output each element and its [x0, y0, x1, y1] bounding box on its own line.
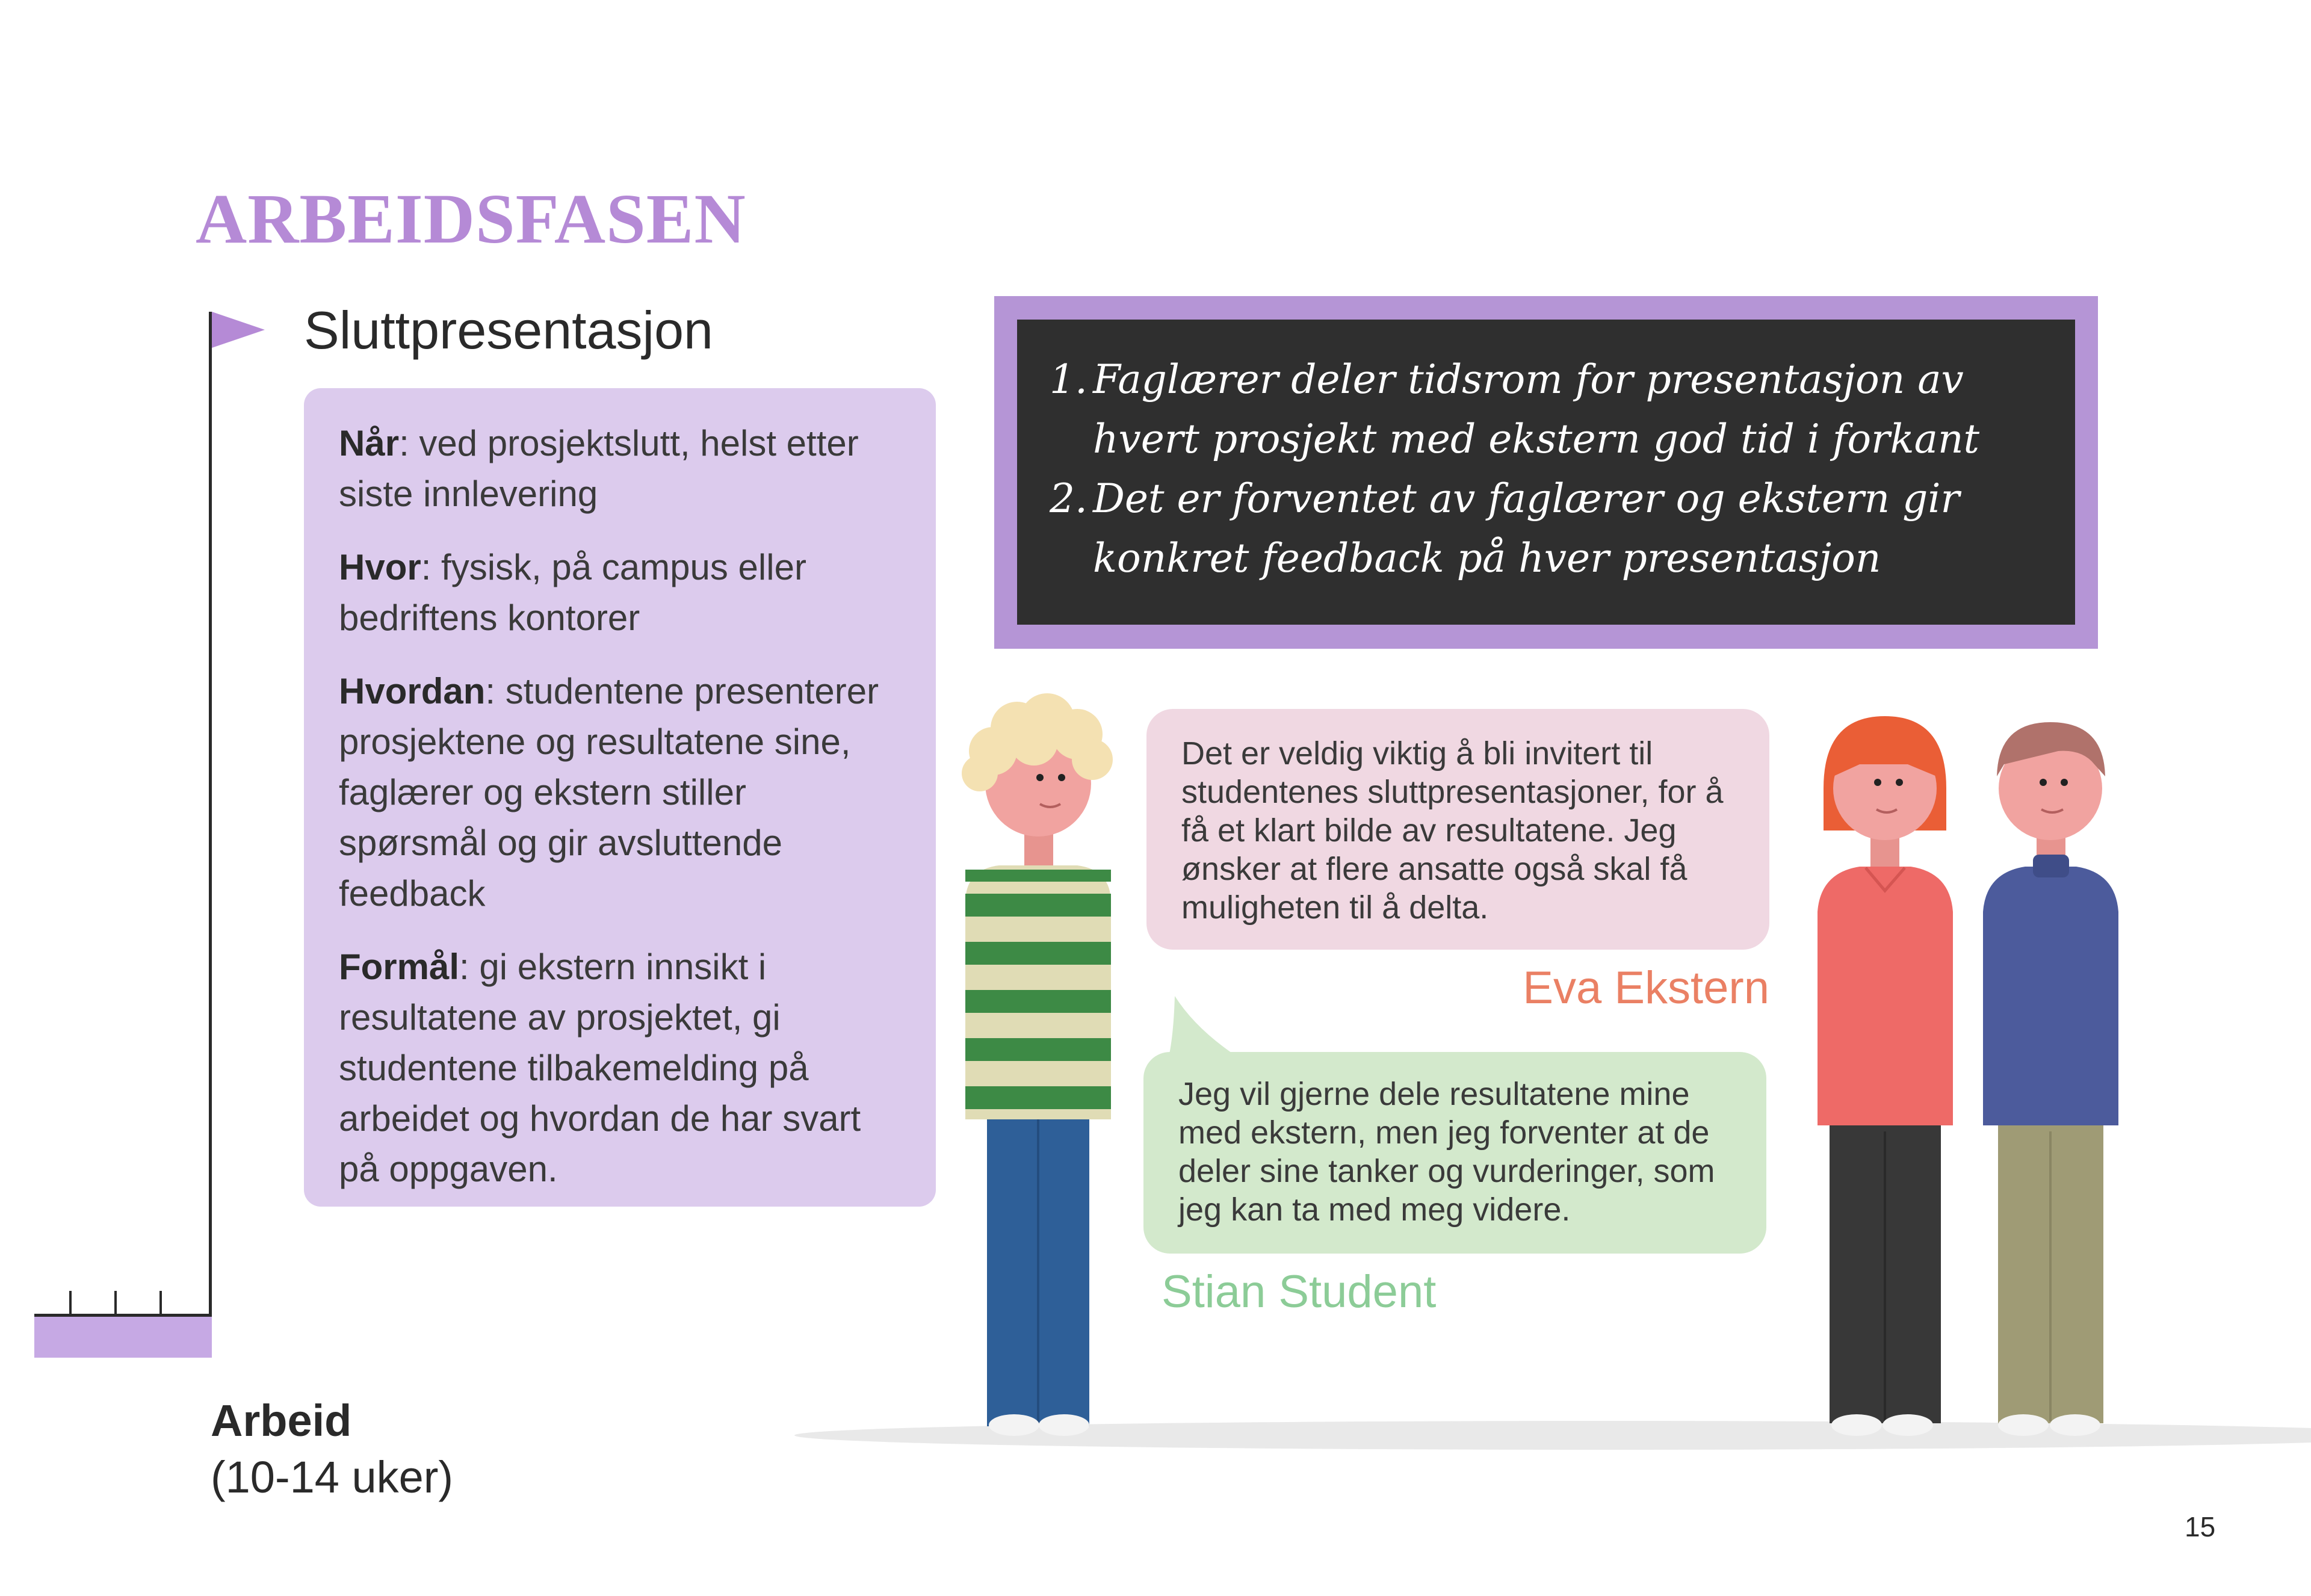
eva-figure [1818, 716, 1953, 1436]
info-how-text: : studentene presenterer prosjektene og resultatene sine, faglærer og ekstern stiller spørsmål og gir avsluttende feedback [339, 671, 879, 914]
eva-quote: Det er veldig viktig å bli invitert til studentenes sluttpresentasjoner, for å få et klart bilde av resultatene. Jeg ønsker at flere ansatte også skal få muligheten til å delta. [1181, 735, 1724, 926]
info-when-text: : ved prosjektslutt, helst etter siste innlevering [339, 423, 859, 514]
stian-speech-bubble [1143, 1052, 1766, 1254]
student-figure [962, 693, 1113, 1436]
stian-name: Stian Student [1162, 1266, 1437, 1317]
timeline-tick [114, 1291, 117, 1315]
colleague-figure [1983, 722, 2118, 1436]
info-how-key: Hvordan [339, 671, 486, 711]
timeline-phase-duration: (10-14 uker) [211, 1452, 454, 1502]
page-number: 15 [2185, 1511, 2216, 1542]
info-where-key: Hvor [339, 547, 421, 587]
eva-name: Eva Ekstern [1523, 962, 1769, 1013]
timeline-tick [69, 1291, 72, 1315]
info-when-key: Når [339, 423, 400, 463]
blackboard-item-number: 2. [1050, 475, 1087, 522]
timeline-phase-bar [34, 1317, 212, 1358]
info-where-text: : fysisk, på campus eller bedriftens kontorer [339, 547, 806, 638]
timeline-phase-label: Arbeid [211, 1396, 352, 1446]
section-title: Sluttpresentasjon [304, 300, 713, 360]
info-purpose-key: Formål [339, 947, 460, 987]
eva-speech-bubble [1146, 709, 1769, 950]
blackboard-item-number: 1. [1050, 356, 1087, 403]
timeline-tick [159, 1291, 162, 1315]
info-purpose-text: : gi ekstern innsikt i resultatene av prosjektet, gi studentene tilbakemelding på arbeidet og hvordan de har svart på oppgaven. [339, 947, 861, 1189]
blackboard-item-text: Faglærer deler tidsrom for presentasjon av hvert prosjekt med ekstern god tid i forkant [1093, 356, 1979, 462]
page-title: ARBEIDSFASEN [196, 179, 746, 258]
blackboard-item-text: Det er forventet av faglærer og ekstern gir konkret feedback på hver presentasjon [1093, 475, 1960, 581]
stian-quote: Jeg vil gjerne dele resultatene mine med ekstern, men jeg forventer at de deler sine tanker og vurderinger, som jeg kan ta med meg videre. [1178, 1076, 1715, 1228]
